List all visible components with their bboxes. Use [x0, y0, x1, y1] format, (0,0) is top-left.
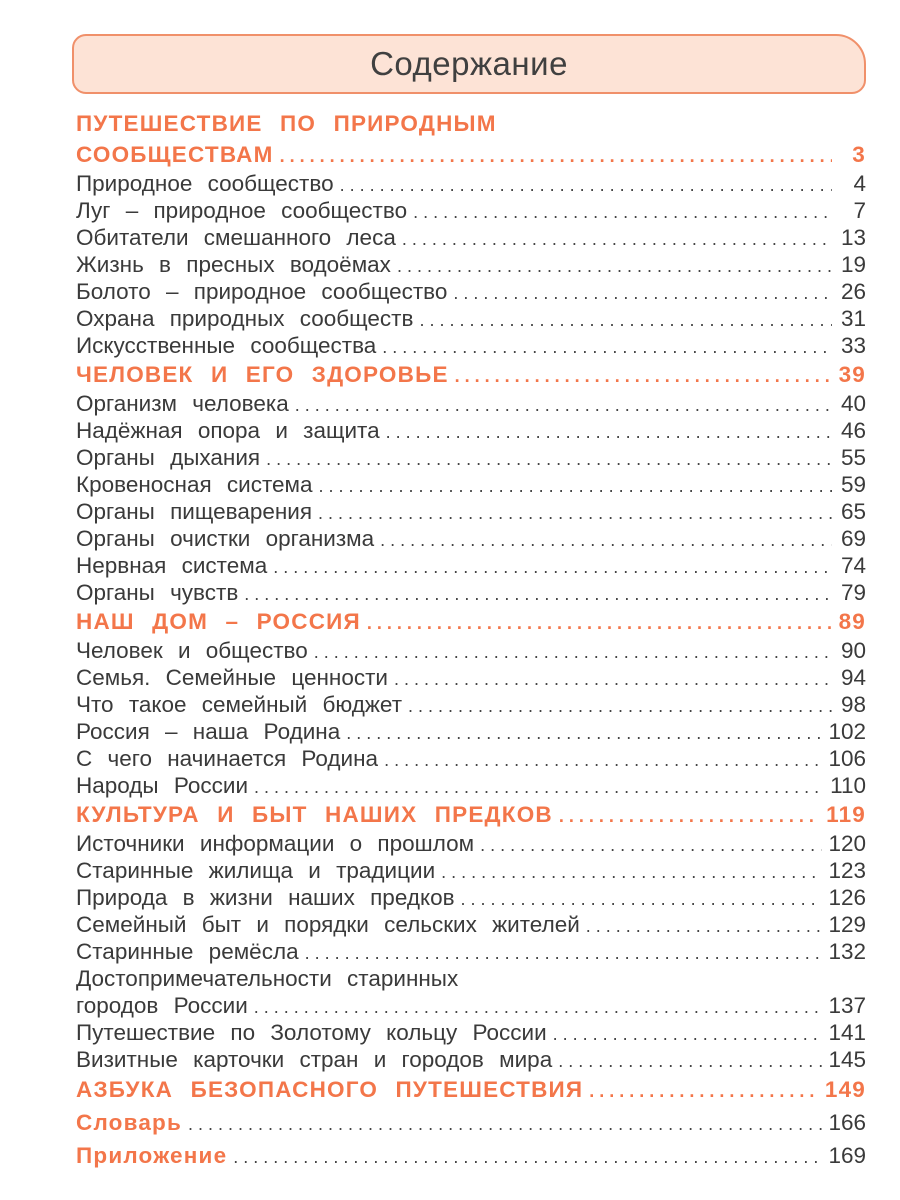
entry-page: 126: [828, 885, 866, 910]
toc-entry[interactable]: [76, 745, 866, 772]
entry-label: Обитатели смешанного леса: [76, 225, 396, 250]
entry-label: Человек и общество: [76, 638, 308, 663]
entry-label: Достопримечательности старинных: [76, 966, 459, 991]
entry-page: 110: [830, 773, 866, 798]
toc-entry[interactable]: [76, 525, 866, 552]
entry-page: 120: [828, 831, 866, 856]
toc-entry[interactable]: [76, 417, 866, 444]
appendix-label: Приложение: [76, 1143, 228, 1168]
entry-page: 123: [828, 858, 866, 883]
toc-entry[interactable]: [76, 637, 866, 664]
entry-page: 94: [840, 665, 866, 690]
section-2-label: ЧЕЛОВЕК И ЕГО ЗДОРОВЬЕ: [76, 362, 449, 387]
entry-label: С чего начинается Родина: [76, 746, 379, 771]
leader-dots: [386, 419, 832, 446]
glossary-label: Словарь: [76, 1110, 183, 1135]
section-1-title-line-1: ПУТЕШЕСТВИЕ ПО ПРИРОДНЫМ: [76, 111, 497, 136]
toc-entry[interactable]: [76, 579, 866, 606]
toc-entry[interactable]: [76, 278, 866, 305]
leader-dots: [394, 666, 832, 693]
leader-dots: [461, 886, 823, 913]
entry-label: Путешествие по Золотому кольцу России: [76, 1020, 547, 1045]
section-2-page: 39: [838, 362, 866, 387]
leader-dots: [266, 446, 832, 473]
entry-label: Семейный быт и порядки сельских жителей: [76, 912, 580, 937]
entry-page: 59: [840, 472, 866, 497]
toc-entry[interactable]: [76, 305, 866, 332]
entry-label: Нервная система: [76, 553, 268, 578]
entry-label: Визитные карточки стран и городов мира: [76, 1047, 553, 1072]
appendix-page: 169: [828, 1143, 866, 1168]
entry-label: Семья. Семейные ценности: [76, 665, 388, 690]
leader-dots: [382, 334, 832, 361]
toc-entry[interactable]: [76, 1019, 866, 1046]
leader-dots: [305, 940, 823, 967]
entry-label: Органы пищеварения: [76, 499, 313, 524]
section-3-page: 89: [838, 609, 866, 634]
entry-label: Органы чувств: [76, 580, 239, 605]
toc-entry[interactable]: [76, 772, 866, 799]
leader-dots: [244, 581, 832, 608]
leader-dots: [553, 1021, 823, 1048]
entry-page: 79: [840, 580, 866, 605]
table-of-contents: [76, 108, 866, 1172]
leader-dots: [559, 801, 820, 832]
entry-label: Народы России: [76, 773, 249, 798]
toc-entry[interactable]: [76, 691, 866, 718]
leader-dots: [397, 253, 832, 280]
leader-dots: [314, 639, 832, 666]
entry-label: Источники информации о прошлом: [76, 831, 475, 856]
section-5-title[interactable]: [76, 1073, 866, 1106]
entry-label: Искусственные сообщества: [76, 333, 377, 358]
leader-dots: [280, 141, 832, 172]
entry-page: 69: [840, 526, 866, 551]
toc-entry[interactable]: [76, 197, 866, 224]
entry-page: 33: [840, 333, 866, 358]
leader-dots: [188, 1108, 822, 1141]
page-title: Содержание: [370, 45, 568, 82]
toc-entry[interactable]: [76, 251, 866, 278]
leader-dots: [319, 473, 832, 500]
entry-page: 145: [828, 1047, 866, 1072]
toc-entry[interactable]: [76, 938, 866, 965]
entry-label: Природное сообщество: [76, 171, 334, 196]
entry-label: Старинные жилища и традиции: [76, 858, 436, 883]
entry-page: 106: [828, 746, 866, 771]
entry-label: Луг – природное сообщество: [76, 198, 408, 223]
entry-label: Охрана природных сообществ: [76, 306, 414, 331]
entry-label: Органы дыхания: [76, 445, 261, 470]
entry-page: 7: [853, 198, 866, 223]
section-5-label: АЗБУКА БЕЗОПАСНОГО ПУТЕШЕСТВИЯ: [76, 1077, 584, 1102]
entry-page: 74: [840, 553, 866, 578]
leader-dots: [408, 693, 832, 720]
entry-label: Что такое семейный бюджет: [76, 692, 403, 717]
section-3-title[interactable]: [76, 606, 866, 637]
appendix-entry[interactable]: [76, 1139, 866, 1172]
leader-dots: [589, 1075, 819, 1108]
entry-label: Природа в жизни наших предков: [76, 885, 455, 910]
entry-page: 4: [853, 171, 866, 196]
toc-entry[interactable]: [76, 857, 866, 884]
leader-dots: [586, 913, 823, 940]
section-2-title[interactable]: [76, 359, 866, 390]
entry-page: 141: [828, 1020, 866, 1045]
entry-page: 19: [840, 252, 866, 277]
toc-entry[interactable]: [76, 224, 866, 251]
toc-entry[interactable]: [76, 498, 866, 525]
entry-page: 26: [840, 279, 866, 304]
section-1-title-line-2[interactable]: [76, 139, 866, 170]
entry-label: Органы очистки организма: [76, 526, 375, 551]
toc-entry[interactable]: [76, 911, 866, 938]
leader-dots: [367, 608, 832, 639]
toc-entry[interactable]: [76, 664, 866, 691]
entry-page: 137: [828, 993, 866, 1018]
entry-page: 13: [840, 225, 866, 250]
toc-entry[interactable]: [76, 718, 866, 745]
toc-entry[interactable]: [76, 830, 866, 857]
section-5-page: 149: [824, 1077, 866, 1102]
glossary-page: 166: [828, 1110, 866, 1135]
entry-page: 31: [840, 306, 866, 331]
toc-entry[interactable]: [76, 390, 866, 417]
contents-title-box: [72, 34, 866, 94]
leader-dots: [384, 747, 822, 774]
toc-entry[interactable]: [76, 884, 866, 911]
leader-dots: [480, 832, 822, 859]
leader-dots: [295, 392, 832, 419]
toc-entry[interactable]: [76, 170, 866, 197]
entry-label: Болото – природное сообщество: [76, 279, 448, 304]
leader-dots: [346, 720, 822, 747]
toc-entry[interactable]: [76, 471, 866, 498]
leader-dots: [233, 1141, 822, 1174]
toc-entry[interactable]: [76, 1046, 866, 1073]
leader-dots: [254, 994, 823, 1021]
leader-dots: [380, 527, 832, 554]
section-3-label: НАШ ДОМ – РОССИЯ: [76, 609, 361, 634]
leader-dots: [441, 859, 822, 886]
entry-page: 129: [828, 912, 866, 937]
toc-entry[interactable]: [76, 552, 866, 579]
toc-entry-wrapped-line-2[interactable]: [76, 992, 866, 1019]
entry-page: 90: [840, 638, 866, 663]
entry-label: городов России: [76, 993, 248, 1018]
leader-dots: [419, 307, 832, 334]
leader-dots: [558, 1048, 822, 1075]
entry-label: Жизнь в пресных водоёмах: [76, 252, 391, 277]
section-4-page: 119: [826, 802, 866, 827]
toc-entry-wrapped-line-1[interactable]: [76, 965, 866, 992]
entry-page: 102: [828, 719, 866, 744]
leader-dots: [413, 199, 832, 226]
entry-page: 46: [840, 418, 866, 443]
section-1-label: СООБЩЕСТВАМ: [76, 142, 274, 167]
entry-label: Кровеносная система: [76, 472, 313, 497]
leader-dots: [340, 172, 832, 199]
entry-label: Старинные ремёсла: [76, 939, 299, 964]
entry-label: Организм человека: [76, 391, 289, 416]
section-4-label: КУЛЬТУРА И БЫТ НАШИХ ПРЕДКОВ: [76, 802, 553, 827]
entry-page: 55: [840, 445, 866, 470]
leader-dots: [273, 554, 832, 581]
leader-dots: [453, 280, 832, 307]
entry-page: 65: [840, 499, 866, 524]
entry-label: Надёжная опора и защита: [76, 418, 380, 443]
entry-page: 132: [828, 939, 866, 964]
entry-page: 98: [840, 692, 866, 717]
section-1-page: 3: [852, 142, 866, 167]
toc-entry[interactable]: [76, 332, 866, 359]
section-4-title[interactable]: [76, 799, 866, 830]
leader-dots: [254, 774, 824, 801]
toc-entry[interactable]: [76, 444, 866, 471]
leader-dots: [318, 500, 832, 527]
leader-dots: [455, 361, 832, 392]
entry-page: 40: [840, 391, 866, 416]
glossary-entry[interactable]: [76, 1106, 866, 1139]
entry-label: Россия – наша Родина: [76, 719, 341, 744]
leader-dots: [402, 226, 832, 253]
